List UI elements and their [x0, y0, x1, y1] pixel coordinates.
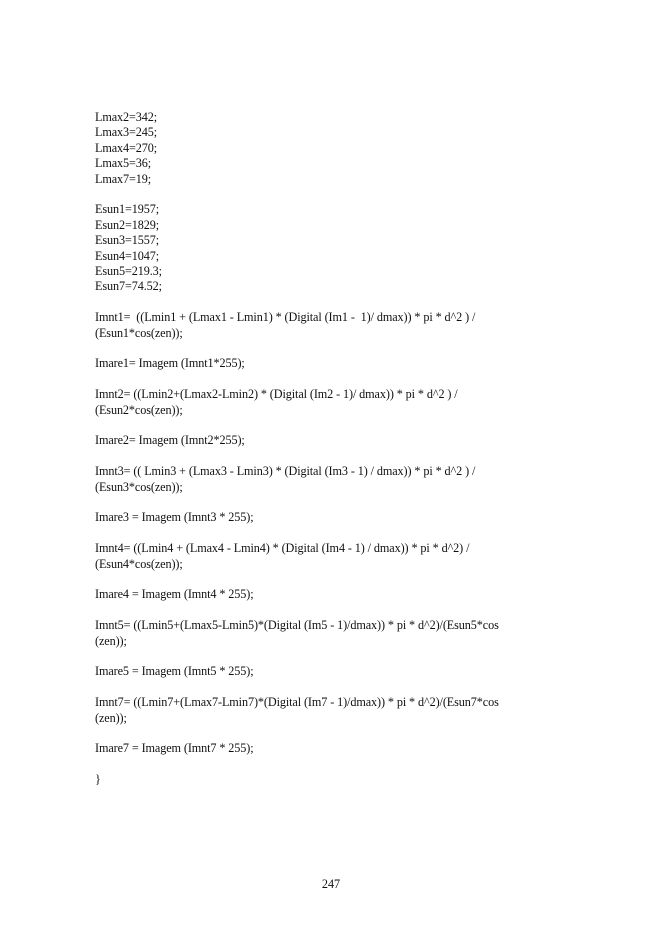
esun-block — [95, 202, 565, 294]
spacer — [95, 603, 565, 618]
spacer — [95, 341, 565, 356]
imnt2-line-2: (Esun2*cos(zen)); — [95, 402, 183, 417]
imare7-line: Imare7 = Imagem (Imnt7 * 255); — [95, 741, 254, 756]
imnt2-line-1: Imnt2= ((Lmin2+(Lmax2-Lmin2) * (Digital (Im2 - 1)/ dmax)) * pi * d^2 ) / — [95, 387, 458, 402]
spacer — [95, 726, 565, 741]
imnt4-line-1: Imnt4= ((Lmin4 + (Lmax4 - Lmin4) * (Digital (Im4 - 1) / dmax)) * pi * d^2) / — [95, 541, 470, 556]
lmax5-line: Lmax5=36; — [95, 156, 152, 171]
esun5-line: Esun5=219.3; — [95, 264, 162, 279]
lmax7-line: Lmax7=19; — [95, 171, 152, 186]
page-number: 247 — [321, 877, 341, 891]
imnt5-line-1: Imnt5= ((Lmin5+(Lmax5-Lmin5)*(Digital (Im5 - 1)/dmax)) * pi * d^2)/(Esun5*cos — [95, 618, 499, 633]
imnt7-line-1: Imnt7= ((Lmin7+(Lmax7-Lmin7)*(Digital (Im7 - 1)/dmax)) * pi * d^2)/(Esun7*cos — [95, 695, 499, 710]
spacer — [95, 526, 565, 541]
spacer — [95, 757, 565, 772]
imnt7-line-2: (zen)); — [95, 710, 127, 725]
spacer — [95, 187, 565, 202]
lmax2-line: Lmax2=342; — [95, 110, 158, 124]
spacer — [95, 495, 565, 510]
imnt1-line-2: (Esun1*cos(zen)); — [95, 325, 183, 340]
imnt3-line-2: (Esun3*cos(zen)); — [95, 479, 183, 494]
imare4-line: Imare4 = Imagem (Imnt4 * 255); — [95, 587, 254, 602]
imare3-line: Imare3 = Imagem (Imnt3 * 255); — [95, 510, 254, 525]
esun7-line: Esun7=74.52; — [95, 279, 162, 294]
imnt4-line-2: (Esun4*cos(zen)); — [95, 556, 183, 571]
esun1-line: Esun1=1957; — [95, 202, 160, 217]
esun2-line: Esun2=1829; — [95, 217, 160, 232]
imare2-line: Imare2= Imagem (Imnt2*255); — [95, 433, 245, 448]
spacer — [95, 572, 565, 587]
imare1-line: Imare1= Imagem (Imnt1*255); — [95, 356, 245, 371]
spacer — [95, 680, 565, 695]
lmax-block — [95, 110, 565, 187]
spacer — [95, 372, 565, 387]
spacer — [95, 418, 565, 433]
spacer — [95, 295, 565, 310]
spacer — [95, 649, 565, 664]
lmax3-line: Lmax3=245; — [95, 125, 158, 140]
spacer — [95, 449, 565, 464]
imnt5-line-2: (zen)); — [95, 633, 127, 648]
imnt3-line-1: Imnt3= (( Lmin3 + (Lmax3 - Lmin3) * (Digital (Im3 - 1) / dmax)) * pi * d^2 ) / — [95, 464, 476, 479]
closing-brace: } — [95, 772, 101, 787]
lmax4-line: Lmax4=270; — [95, 140, 158, 155]
imnt1-line-1: Imnt1= ((Lmin1 + (Lmax1 - Lmin1) * (Digital (Im1 - 1)/ dmax)) * pi * d^2 ) / — [95, 310, 476, 325]
code-listing — [95, 110, 565, 788]
esun4-line: Esun4=1047; — [95, 248, 160, 263]
esun3-line: Esun3=1557; — [95, 233, 160, 248]
imare5-line: Imare5 = Imagem (Imnt5 * 255); — [95, 664, 254, 679]
